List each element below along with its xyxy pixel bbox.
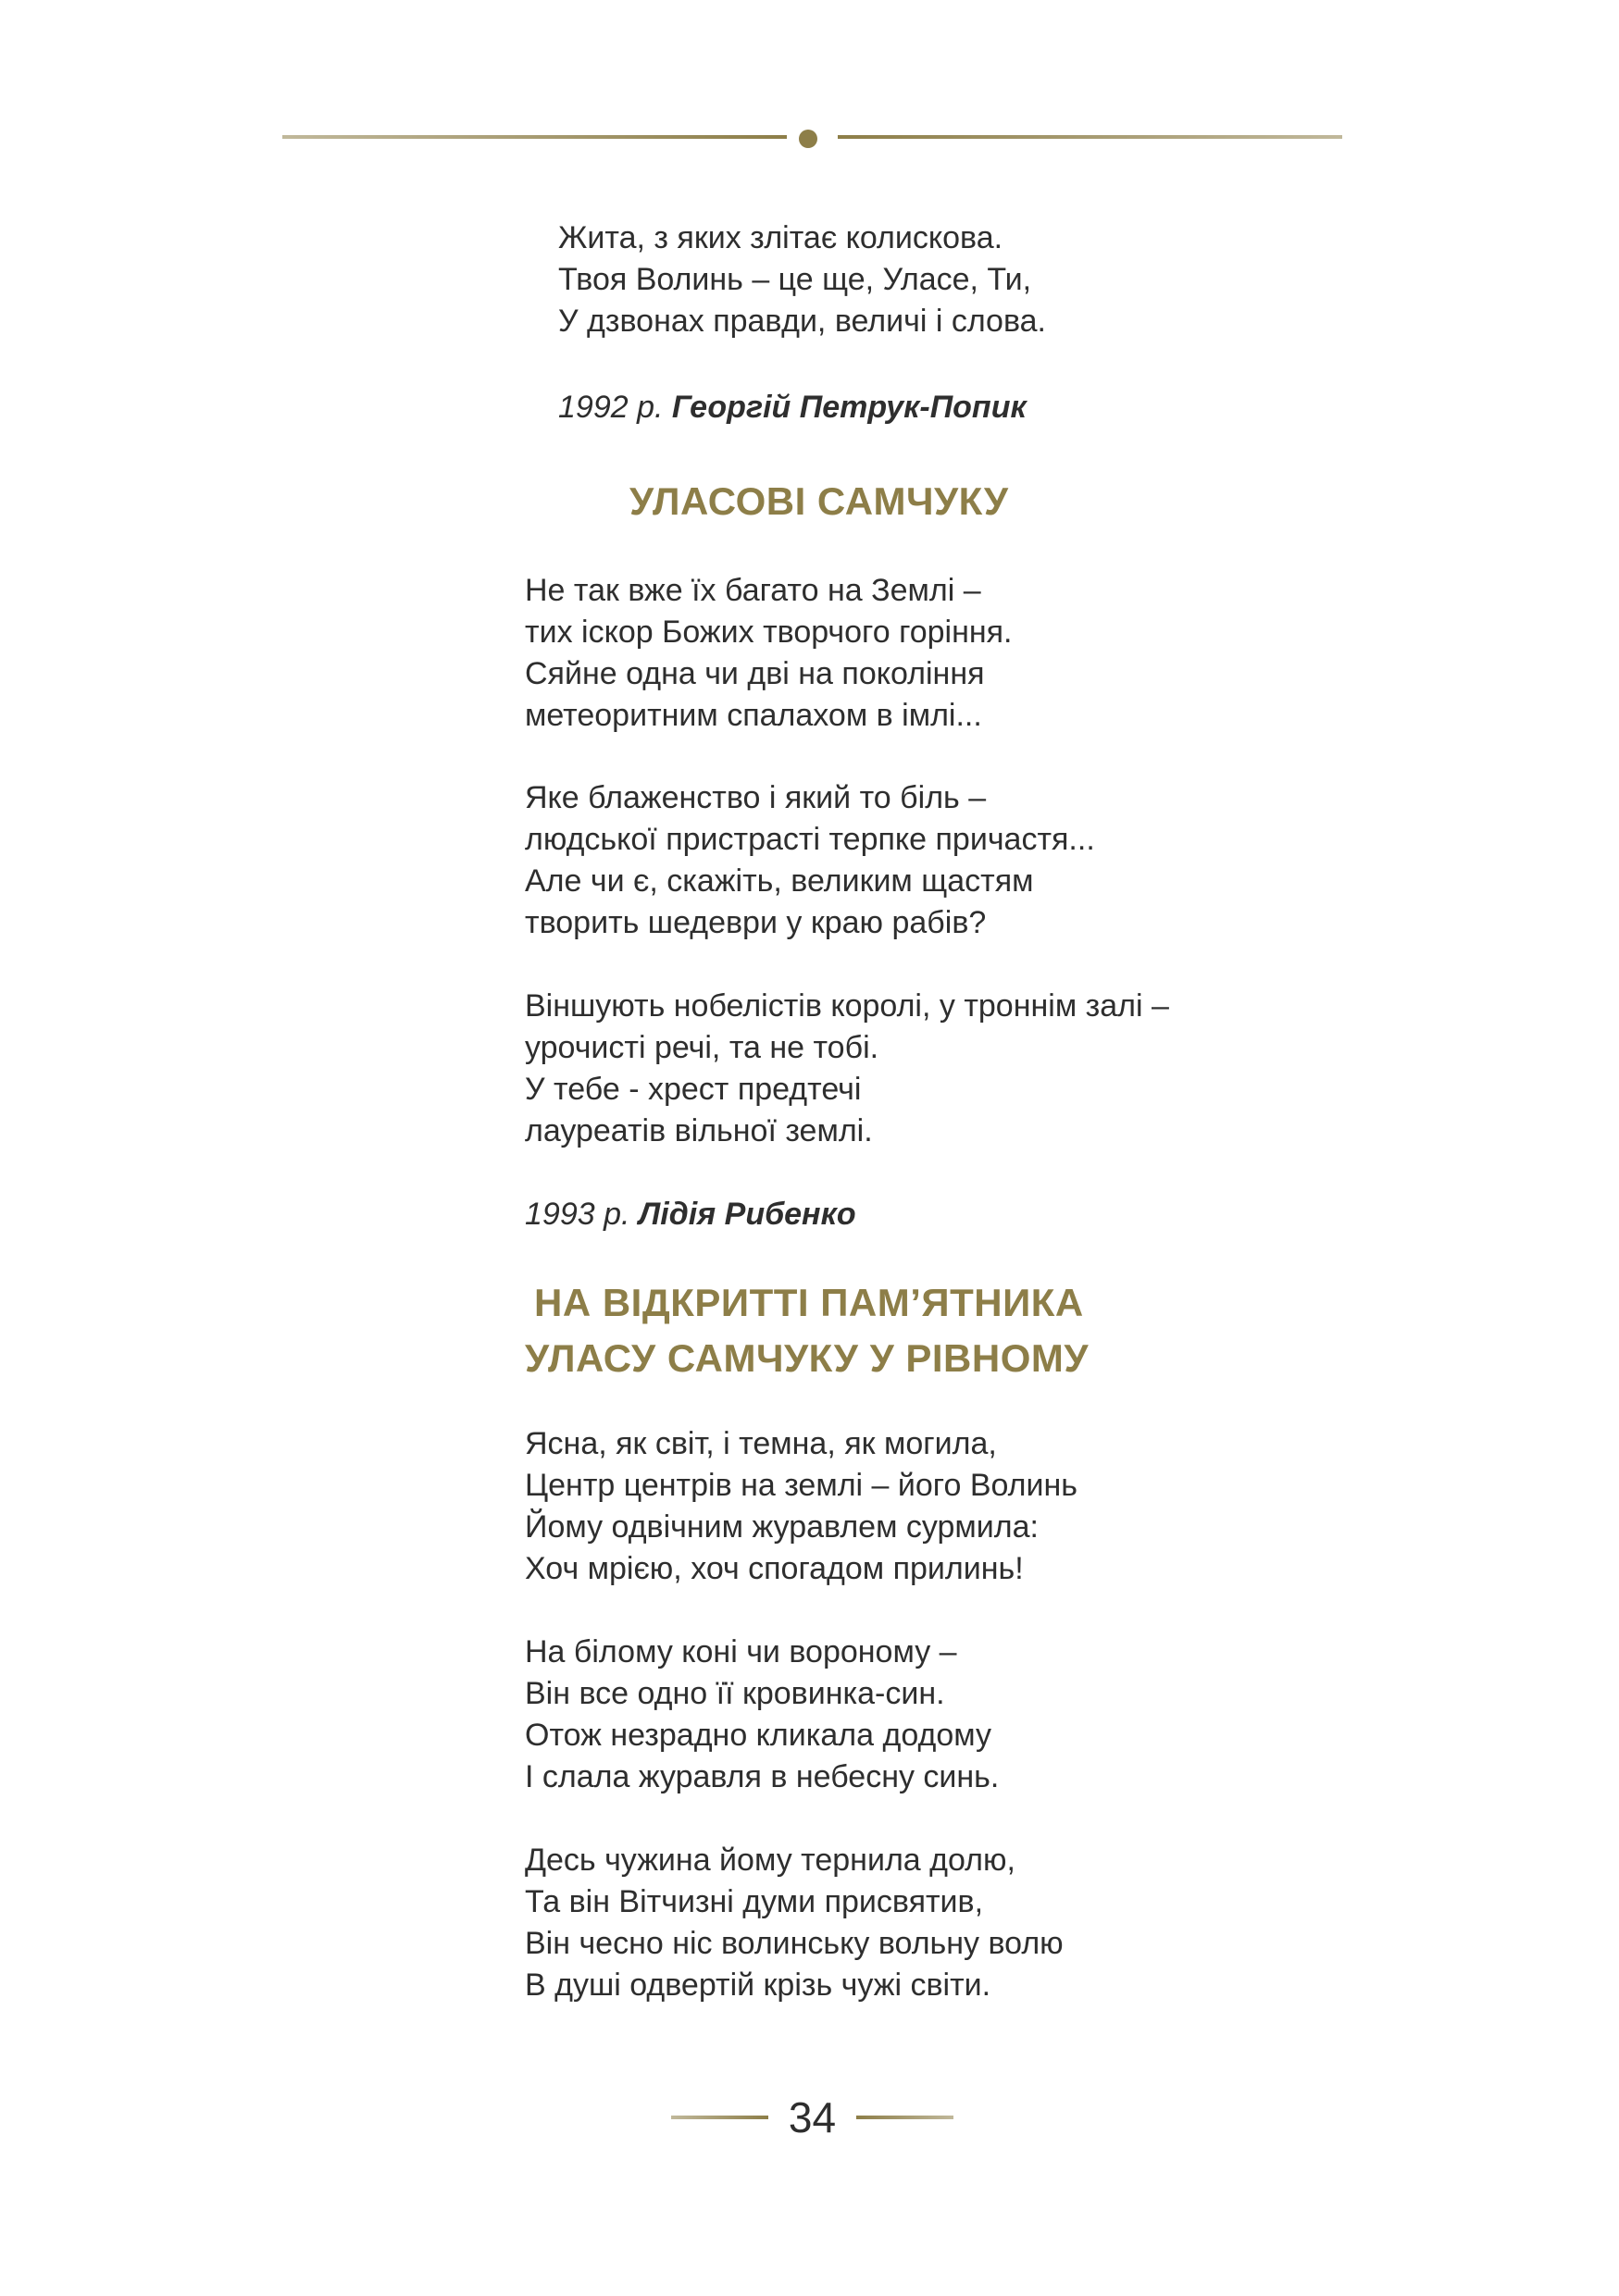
poem-line: Жита, з яких злітає колискова. [558,220,1003,255]
ornament-dot [799,130,817,148]
signature-author: Георгій Петрук-Попик [671,390,1027,425]
poem-line: Йому одвічним журавлем сурмила: [525,1509,1039,1545]
poem-line: тих іскор Божих творчого горіння. [525,614,1013,650]
footer-line-left [671,2116,768,2119]
poem-line: Хоч мрією, хоч спогадом прилинь! [525,1551,1024,1586]
poem-line: творить шедеври у краю рабів? [525,905,987,940]
poem-line: Віншують нобелістів королі, у троннім залі – [525,988,1169,1024]
poem2-stanza-2 [525,777,1095,944]
poem2-stanza-3 [525,986,1169,1152]
poem-line: Він чесно ніс волинську вольну волю [525,1926,1064,1961]
poem-line: Але чи є, скажіть, великим щастям [525,863,1034,899]
page-number: 34 [788,2093,837,2141]
ornament-line-right [838,135,1342,139]
poem-line: лауреатів вільної землі. [525,1113,873,1148]
poem3-title-line-2: УЛАСУ САМЧУКУ У РІВНОМУ [525,1336,1089,1380]
footer-line-right [856,2116,953,2119]
poem2-signature [525,1194,856,1235]
top-ornament [282,130,1342,144]
poem3-title-line-1: НА ВІДКРИТТІ ПАМ’ЯТНИКА [534,1281,1084,1324]
poem-line: Отож незрадно кликала додому [525,1718,991,1753]
poem-line: Центр центрів на землі – його Волинь [525,1468,1077,1503]
poem-line: Ясна, як світ, і темна, як могила, [525,1426,997,1461]
poem-line: У дзвонах правди, величі і слова. [558,304,1046,339]
poem3-stanza-1 [525,1423,1077,1590]
poem-line: Та він Вітчизні думи присвятив, [525,1884,984,1919]
poem-line: Не так вже їх багато на Землі – [525,573,981,608]
poem1-end-stanza [558,217,1046,342]
poem-line: Сяйне одна чи дві на покоління [525,656,985,691]
poem3-stanza-3 [525,1840,1064,2006]
page-footer [671,2090,953,2145]
poem-line: урочисті речі, та не тобі. [525,1030,879,1065]
poem-line: Яке блаженство і який то біль – [525,780,987,815]
poem1-signature [558,387,1027,428]
signature-year: 1993 р. [525,1197,630,1232]
signature-year: 1992 р. [558,390,664,425]
poem3-stanza-2 [525,1632,999,1798]
ornament-line-left [282,135,787,139]
poem-line: Десь чужина йому тернила долю, [525,1843,1015,1878]
poem-line: людської пристрасті терпке причастя... [525,822,1095,857]
poem-line: Він все одно її кровинка-син. [525,1676,945,1711]
poem-line: І слала журавля в небесну синь. [525,1759,1000,1794]
poem2-title: УЛАСОВІ САМЧУКУ [629,479,1009,523]
poem-line: метеоритним спалахом в імлі... [525,698,982,733]
poem-line: На білому коні чи вороному – [525,1634,957,1669]
signature-author: Лідія Рибенко [638,1197,856,1232]
poem-line: Твоя Волинь – це ще, Уласе, Ти, [558,262,1032,297]
poem-line: У тебе - хрест предтечі [525,1072,862,1107]
poem2-stanza-1 [525,570,1013,737]
poem-line: В душі одвертій крізь чужі світи. [525,1967,991,2003]
